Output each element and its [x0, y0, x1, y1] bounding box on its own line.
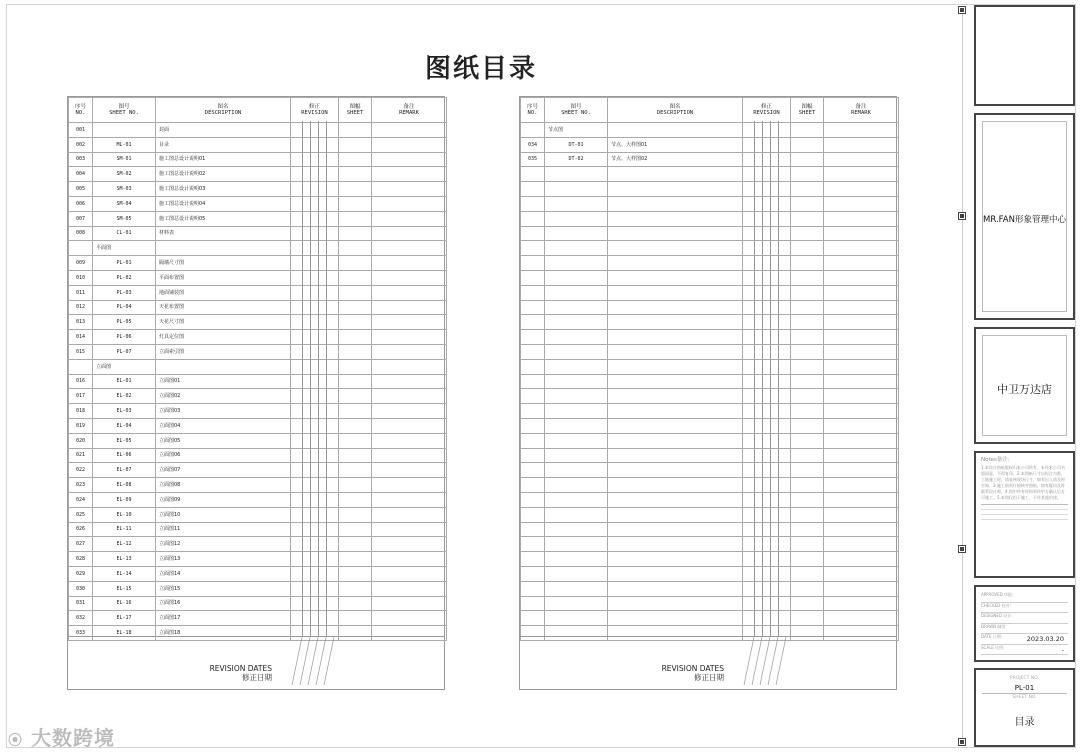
- revision-diagonals: [290, 637, 340, 689]
- table-row: [69, 537, 447, 552]
- column-header: 图幅 SHEET: [791, 98, 824, 123]
- row-no: 026: [69, 522, 93, 537]
- table-row: [521, 137, 899, 152]
- table-row: [521, 552, 899, 567]
- row-description: 材料表: [156, 226, 291, 241]
- row-no: 030: [69, 581, 93, 596]
- row-description: 施工图总设计说明05: [156, 211, 291, 226]
- row-description: 立面图04: [156, 418, 291, 433]
- row-description: 立面图05: [156, 433, 291, 448]
- table-row: [69, 211, 447, 226]
- column-header: 序号 NO.: [69, 98, 93, 123]
- row-sheet-no: PL-06: [93, 330, 156, 345]
- row-no: 022: [69, 463, 93, 478]
- row-sheet-no: EL-04: [93, 418, 156, 433]
- table-row: [69, 389, 447, 404]
- table-row: [521, 611, 899, 626]
- row-sheet-no: ML-01: [93, 137, 156, 152]
- table-row: [521, 226, 899, 241]
- row-sheet-no: EL-10: [93, 507, 156, 522]
- section-label: 节点图: [545, 123, 608, 138]
- table-row: [521, 285, 899, 300]
- row-sheet-no: PL-02: [93, 270, 156, 285]
- approval-row: DESIGNED 设计:: [981, 613, 1068, 624]
- row-sheet-no: EL-13: [93, 552, 156, 567]
- table-row: [521, 566, 899, 581]
- row-description: 立面图06: [156, 448, 291, 463]
- row-description: 立面图17: [156, 611, 291, 626]
- table-row: [521, 359, 899, 374]
- row-description: 立面图18: [156, 626, 291, 641]
- company-panel: [974, 113, 1075, 320]
- row-no: 025: [69, 507, 93, 522]
- table-row: [521, 241, 899, 256]
- section-label: 立面图: [93, 359, 156, 374]
- row-no: 010: [69, 270, 93, 285]
- table-row: [69, 167, 447, 182]
- table-row: [521, 522, 899, 537]
- row-description: 立面图13: [156, 552, 291, 567]
- table-row: [521, 300, 899, 315]
- row-description: 立面图15: [156, 581, 291, 596]
- section-row: [521, 123, 899, 138]
- revision-subcolumn: [318, 121, 319, 637]
- table-row: [69, 123, 447, 138]
- table-row: [521, 256, 899, 271]
- table-row: [69, 611, 447, 626]
- grip-marker[interactable]: [958, 738, 966, 746]
- column-header: 图号 SHEET NO.: [93, 98, 156, 123]
- row-no: 001: [69, 123, 93, 138]
- grip-marker[interactable]: [958, 212, 966, 220]
- sheet-divider: [962, 14, 963, 744]
- row-no: 023: [69, 478, 93, 493]
- row-description: 隔墙尺寸图: [156, 256, 291, 271]
- table-row: [521, 389, 899, 404]
- table-row: [521, 448, 899, 463]
- table-row: [69, 463, 447, 478]
- table-row: [521, 315, 899, 330]
- row-no: 002: [69, 137, 93, 152]
- table-row: [521, 330, 899, 345]
- table-row: [521, 182, 899, 197]
- row-no: 008: [69, 226, 93, 241]
- section-label: 平面图: [93, 241, 156, 256]
- table-row: [69, 344, 447, 359]
- row-description: 灯具定位图: [156, 330, 291, 345]
- table-header: [69, 98, 447, 123]
- row-sheet-no: EL-11: [93, 522, 156, 537]
- table-row: [69, 552, 447, 567]
- table-row: [521, 507, 899, 522]
- column-header: 修正 REVISION: [291, 98, 339, 123]
- table-row: [521, 433, 899, 448]
- table-row: [69, 374, 447, 389]
- table-row: [69, 522, 447, 537]
- row-no: 016: [69, 374, 93, 389]
- row-no: 009: [69, 256, 93, 271]
- row-sheet-no: DT-02: [545, 152, 608, 167]
- row-no: 031: [69, 596, 93, 611]
- table-row: [521, 196, 899, 211]
- table-row: [521, 211, 899, 226]
- table-row: [69, 196, 447, 211]
- approval-row: DATE 日期: 2023.03.20: [981, 634, 1068, 645]
- row-no: 017: [69, 389, 93, 404]
- approval-row: DRAWN 制图:: [981, 624, 1068, 635]
- row-description: 施工图总设计说明01: [156, 152, 291, 167]
- approval-row: SCALE 比例: -: [981, 645, 1068, 656]
- row-description: 立面图01: [156, 374, 291, 389]
- revision-dates-label: REVISION DATES 修正日期: [661, 664, 724, 682]
- table-row: [69, 404, 447, 419]
- row-description: 立面图16: [156, 596, 291, 611]
- company-name: MR.FAN形象管理中心: [983, 215, 1066, 225]
- row-no: 034: [521, 137, 545, 152]
- table-row: [521, 581, 899, 596]
- row-sheet-no: SM-03: [93, 182, 156, 197]
- left-index-table: [67, 96, 445, 690]
- row-sheet-no: DT-01: [545, 137, 608, 152]
- row-sheet-no: EL-07: [93, 463, 156, 478]
- table-row: [521, 270, 899, 285]
- row-description: 节点、大样图01: [608, 137, 743, 152]
- row-description: 施工图总设计说明03: [156, 182, 291, 197]
- row-sheet-no: SM-04: [93, 196, 156, 211]
- row-no: 003: [69, 152, 93, 167]
- revision-subcolumn: [770, 121, 771, 637]
- row-no: 006: [69, 196, 93, 211]
- row-description: 立面图09: [156, 492, 291, 507]
- column-header: 序号 NO.: [521, 98, 545, 123]
- row-description: 立面图11: [156, 522, 291, 537]
- row-sheet-no: PL-01: [93, 256, 156, 271]
- row-no: 015: [69, 344, 93, 359]
- row-sheet-no: SM-01: [93, 152, 156, 167]
- row-no: 005: [69, 182, 93, 197]
- row-sheet-no: EL-15: [93, 581, 156, 596]
- row-description: 施工图总设计说明04: [156, 196, 291, 211]
- sheet-title: 目录: [1014, 717, 1035, 728]
- row-no: 024: [69, 492, 93, 507]
- table-row: [69, 507, 447, 522]
- table-row: [521, 492, 899, 507]
- table-row: [69, 478, 447, 493]
- row-description: 立面图14: [156, 566, 291, 581]
- title-block-panel: PROJECT NO. PL-01 SHEET NO. 目录: [974, 668, 1075, 747]
- row-no: 011: [69, 285, 93, 300]
- row-description: 封面: [156, 123, 291, 138]
- row-sheet-no: EL-16: [93, 596, 156, 611]
- grip-marker[interactable]: [958, 6, 966, 14]
- table-row: [69, 226, 447, 241]
- table-row: [521, 152, 899, 167]
- approval-list: [981, 592, 1068, 655]
- revision-dates-label: REVISION DATES 修正日期: [209, 664, 272, 682]
- row-sheet-no: SM-05: [93, 211, 156, 226]
- table-row: [69, 315, 447, 330]
- table-row: [69, 433, 447, 448]
- row-sheet-no: EL-18: [93, 626, 156, 641]
- row-description: 立面图02: [156, 389, 291, 404]
- section-row: [69, 241, 447, 256]
- table-row: [69, 581, 447, 596]
- row-sheet-no: [93, 123, 156, 138]
- row-no: 012: [69, 300, 93, 315]
- table-row: [521, 537, 899, 552]
- row-description: 目录: [156, 137, 291, 152]
- row-sheet-no: PL-07: [93, 344, 156, 359]
- row-description: 施工图总设计说明02: [156, 167, 291, 182]
- table-row: [521, 404, 899, 419]
- table-row: [69, 300, 447, 315]
- revision-dates-row: [68, 636, 444, 689]
- column-header: 图幅 SHEET: [339, 98, 372, 123]
- row-description: 地面铺装图: [156, 285, 291, 300]
- approval-panel: [974, 585, 1075, 662]
- revision-dates-row: [520, 636, 896, 689]
- row-no: 004: [69, 167, 93, 182]
- revision-subcolumn: [778, 121, 779, 637]
- page-title: 图纸目录: [424, 54, 537, 84]
- row-no: 035: [521, 152, 545, 167]
- table-row: [521, 344, 899, 359]
- column-header: 修正 REVISION: [743, 98, 791, 123]
- row-no: 018: [69, 404, 93, 419]
- column-header: 备注 REMARK: [824, 98, 899, 123]
- approval-row: APPROVED 审批:: [981, 592, 1068, 603]
- row-sheet-no: EL-12: [93, 537, 156, 552]
- row-sheet-no: EL-01: [93, 374, 156, 389]
- table-row: [521, 596, 899, 611]
- row-description: 立面图12: [156, 537, 291, 552]
- table-row: [521, 167, 899, 182]
- revision-diagonals: [742, 637, 792, 689]
- column-header: 图号 SHEET NO.: [545, 98, 608, 123]
- row-description: 立面图07: [156, 463, 291, 478]
- row-sheet-no: EL-14: [93, 566, 156, 581]
- row-description: 天花布置图: [156, 300, 291, 315]
- row-no: 007: [69, 211, 93, 226]
- table-row: [69, 596, 447, 611]
- sheet-code: PL-01: [1014, 684, 1035, 692]
- row-sheet-no: EL-09: [93, 492, 156, 507]
- table-row: [69, 418, 447, 433]
- table-row: [69, 182, 447, 197]
- notes-text: Notes备注: 1.本设计图纸版权归本公司所有，未经本公司书面同意，不得复印。2.本图纸尺寸以标注为准，工地施工时，请复核现场尺寸，如有出入请及时告知。3.施工前须仔细核对图纸，如有疑问及时联系设计师。4.图中所有材料须经甲方确认后方可施工。5.本图仅用于施工，不作其他用途。: [981, 457, 1068, 520]
- row-no: 027: [69, 537, 93, 552]
- revision-subcolumn: [326, 121, 327, 637]
- row-description: 立面图10: [156, 507, 291, 522]
- table-row: [521, 374, 899, 389]
- table-row: [69, 492, 447, 507]
- row-description: 平面布置图: [156, 270, 291, 285]
- watermark-logo: ⦿ 大数跨境: [8, 726, 115, 750]
- row-description: 立面图08: [156, 478, 291, 493]
- revision-subcolumn: [310, 121, 311, 637]
- row-sheet-no: SM-02: [93, 167, 156, 182]
- row-sheet-no: PL-04: [93, 300, 156, 315]
- table-row: [69, 330, 447, 345]
- revision-subcolumn: [762, 121, 763, 637]
- row-no: 013: [69, 315, 93, 330]
- row-sheet-no: PL-05: [93, 315, 156, 330]
- grip-marker[interactable]: [958, 545, 966, 553]
- revision-subcolumn: [302, 121, 303, 637]
- section-row: [69, 359, 447, 374]
- table-row: [521, 418, 899, 433]
- table-row: [69, 285, 447, 300]
- table-row: [521, 463, 899, 478]
- row-description: 立面图03: [156, 404, 291, 419]
- row-no: 032: [69, 611, 93, 626]
- table-row: [69, 270, 447, 285]
- table-row: [69, 448, 447, 463]
- row-no: 033: [69, 626, 93, 641]
- column-header: 图名 DESCRIPTION: [156, 98, 291, 123]
- table-row: [69, 566, 447, 581]
- table-row: [521, 478, 899, 493]
- row-sheet-no: EL-06: [93, 448, 156, 463]
- row-sheet-no: EL-08: [93, 478, 156, 493]
- table-row: [69, 137, 447, 152]
- revision-subcolumn: [754, 121, 755, 637]
- row-description: 天花尺寸图: [156, 315, 291, 330]
- row-description: 立面索引图: [156, 344, 291, 359]
- row-sheet-no: CL-01: [93, 226, 156, 241]
- row-no: 021: [69, 448, 93, 463]
- row-sheet-no: EL-05: [93, 433, 156, 448]
- logo-panel: [974, 5, 1075, 106]
- row-no: 029: [69, 566, 93, 581]
- row-description: 节点、大样图02: [608, 152, 743, 167]
- row-sheet-no: PL-03: [93, 285, 156, 300]
- approval-row: CHECKED 校对:: [981, 603, 1068, 614]
- table-row: [69, 152, 447, 167]
- table-header: [521, 98, 899, 123]
- table-row: [69, 256, 447, 271]
- right-index-table: [519, 96, 897, 690]
- row-no: 014: [69, 330, 93, 345]
- project-panel: [974, 327, 1075, 444]
- row-sheet-no: EL-17: [93, 611, 156, 626]
- row-no: 028: [69, 552, 93, 567]
- row-no: 020: [69, 433, 93, 448]
- project-name: 中卫万达店: [997, 383, 1052, 396]
- row-no: 019: [69, 418, 93, 433]
- row-sheet-no: EL-03: [93, 404, 156, 419]
- column-header: 备注 REMARK: [372, 98, 447, 123]
- column-header: 图名 DESCRIPTION: [608, 98, 743, 123]
- notes-panel: [974, 451, 1075, 578]
- row-sheet-no: EL-02: [93, 389, 156, 404]
